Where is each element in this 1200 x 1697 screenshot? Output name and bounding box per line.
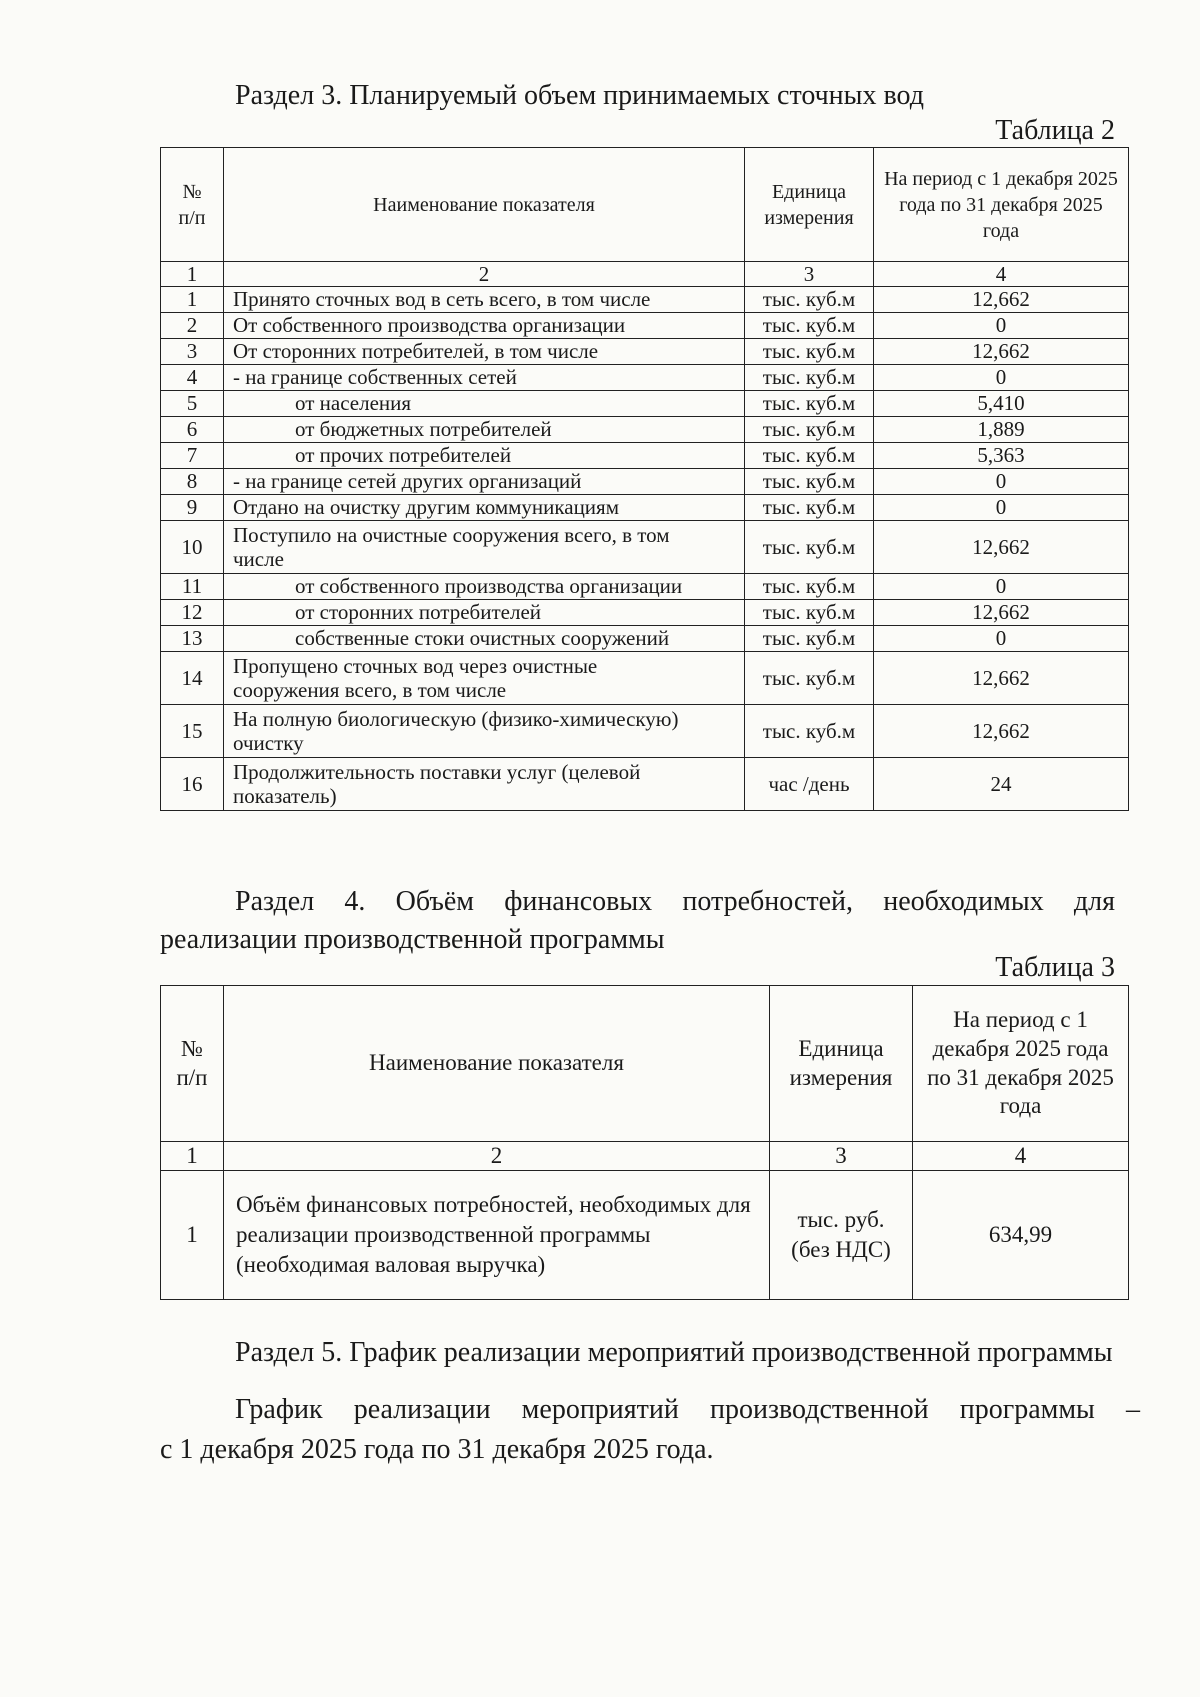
table-row (161, 443, 1129, 469)
row-name: Продолжительность поставки услуг (целевой показатель) (224, 758, 745, 811)
table3-header-row (161, 986, 1129, 1142)
table-row (161, 600, 1129, 626)
column-number: 2 (224, 262, 745, 287)
table-row (161, 652, 1129, 705)
row-value: 0 (874, 313, 1129, 339)
row-number: 10 (161, 521, 224, 574)
header-cell-unit: Единица измерения (745, 148, 874, 262)
row-number: 16 (161, 758, 224, 811)
row-value: 0 (874, 365, 1129, 391)
table2-column-numbers (161, 262, 1129, 287)
row-unit: тыс. куб.м (745, 443, 874, 469)
row-value: 5,363 (874, 443, 1129, 469)
row-name: Отдано на очистку другим коммуникациям (224, 495, 745, 521)
section5-paragraph (160, 1390, 1140, 1470)
row-unit: тыс. куб.м (745, 626, 874, 652)
table-row (161, 313, 1129, 339)
column-number: 2 (224, 1142, 770, 1171)
row-name: Поступило на очистные сооружения всего, в том числе (224, 521, 745, 574)
row-unit: тыс. куб.м (745, 339, 874, 365)
row-unit: тыс. куб.м (745, 652, 874, 705)
row-number: 5 (161, 391, 224, 417)
table-row (161, 365, 1129, 391)
table-row (161, 758, 1129, 811)
row-value: 12,662 (874, 600, 1129, 626)
table-row (161, 495, 1129, 521)
row-unit: тыс. руб. (без НДС) (770, 1171, 913, 1300)
row-name: - на границе собственных сетей (224, 365, 745, 391)
row-unit: тыс. куб.м (745, 417, 874, 443)
header-cell-period: На период с 1 декабря 2025 года по 31 декабря 2025 года (874, 148, 1129, 262)
table-row (161, 705, 1129, 758)
section4-heading (160, 883, 1115, 959)
row-unit: тыс. куб.м (745, 600, 874, 626)
row-unit: тыс. куб.м (745, 705, 874, 758)
row-name: От собственного производства организации (224, 313, 745, 339)
section4-heading-line1: Раздел 4. Объём финансовых потребностей, необходимых для (235, 886, 1115, 917)
row-value: 5,410 (874, 391, 1129, 417)
row-name: - на границе сетей других организаций (224, 469, 745, 495)
row-value: 634,99 (913, 1171, 1129, 1300)
section3-heading: Раздел 3. Планируемый объем принимаемых сточных вод (235, 80, 924, 111)
table-row (161, 626, 1129, 652)
header-cell-number: № п/п (161, 986, 224, 1142)
header-cell-period: На период с 1 декабря 2025 года по 31 декабря 2025 года (913, 986, 1129, 1142)
row-value: 12,662 (874, 339, 1129, 365)
row-number: 7 (161, 443, 224, 469)
section5-paragraph-line1: График реализации мероприятий производственной программы – (235, 1394, 1140, 1425)
row-unit: тыс. куб.м (745, 521, 874, 574)
row-name: От сторонних потребителей, в том числе (224, 339, 745, 365)
column-number: 4 (913, 1142, 1129, 1171)
row-name: от собственного производства организации (224, 574, 745, 600)
table-row (161, 1171, 1129, 1300)
row-name: Объём финансовых потребностей, необходимых для реализации производственной программы (необходимая валовая выручка) (224, 1171, 770, 1300)
column-number: 3 (745, 262, 874, 287)
row-unit: тыс. куб.м (745, 287, 874, 313)
table-row (161, 521, 1129, 574)
row-name: от населения (224, 391, 745, 417)
column-number: 1 (161, 262, 224, 287)
row-number: 11 (161, 574, 224, 600)
table-3 (160, 985, 1129, 1300)
row-value: 12,662 (874, 705, 1129, 758)
row-value: 12,662 (874, 652, 1129, 705)
row-number: 3 (161, 339, 224, 365)
row-number: 13 (161, 626, 224, 652)
row-value: 0 (874, 495, 1129, 521)
table2-header-row (161, 148, 1129, 262)
section5-heading: Раздел 5. График реализации мероприятий производственной программы (235, 1337, 1113, 1368)
row-name: На полную биологическую (физико-химическую) очистку (224, 705, 745, 758)
row-value: 1,889 (874, 417, 1129, 443)
table3-label: Таблица 3 (995, 952, 1115, 983)
table-row (161, 574, 1129, 600)
table-row (161, 339, 1129, 365)
column-number: 3 (770, 1142, 913, 1171)
row-name: Пропущено сточных вод через очистные сооружения всего, в том числе (224, 652, 745, 705)
row-value: 12,662 (874, 521, 1129, 574)
row-name: от прочих потребителей (224, 443, 745, 469)
row-name: от сторонних потребителей (224, 600, 745, 626)
table-row (161, 391, 1129, 417)
row-number: 8 (161, 469, 224, 495)
row-value: 24 (874, 758, 1129, 811)
header-cell-name: Наименование показателя (224, 148, 745, 262)
row-number: 4 (161, 365, 224, 391)
row-value: 0 (874, 626, 1129, 652)
table3-column-numbers (161, 1142, 1129, 1171)
table-2 (160, 147, 1129, 811)
table2-label: Таблица 2 (995, 115, 1115, 146)
row-unit: тыс. куб.м (745, 495, 874, 521)
row-value: 0 (874, 574, 1129, 600)
row-name: Принято сточных вод в сеть всего, в том числе (224, 287, 745, 313)
row-unit: час /день (745, 758, 874, 811)
row-unit: тыс. куб.м (745, 313, 874, 339)
row-unit: тыс. куб.м (745, 391, 874, 417)
row-number: 14 (161, 652, 224, 705)
header-cell-name: Наименование показателя (224, 986, 770, 1142)
column-number: 1 (161, 1142, 224, 1171)
row-number: 15 (161, 705, 224, 758)
header-cell-unit: Единица измерения (770, 986, 913, 1142)
section4-heading-line2: реализации производственной программы (160, 924, 665, 955)
header-cell-number: № п/п (161, 148, 224, 262)
row-number: 12 (161, 600, 224, 626)
row-number: 1 (161, 287, 224, 313)
row-number: 6 (161, 417, 224, 443)
row-name: собственные стоки очистных сооружений (224, 626, 745, 652)
row-number: 2 (161, 313, 224, 339)
table-row (161, 287, 1129, 313)
row-name: от бюджетных потребителей (224, 417, 745, 443)
row-unit: тыс. куб.м (745, 365, 874, 391)
table-row (161, 417, 1129, 443)
column-number: 4 (874, 262, 1129, 287)
row-unit: тыс. куб.м (745, 469, 874, 495)
table-row (161, 469, 1129, 495)
row-value: 12,662 (874, 287, 1129, 313)
row-unit: тыс. куб.м (745, 574, 874, 600)
row-number: 1 (161, 1171, 224, 1300)
row-value: 0 (874, 469, 1129, 495)
section5-paragraph-line2: с 1 декабря 2025 года по 31 декабря 2025 года. (160, 1434, 714, 1465)
row-number: 9 (161, 495, 224, 521)
